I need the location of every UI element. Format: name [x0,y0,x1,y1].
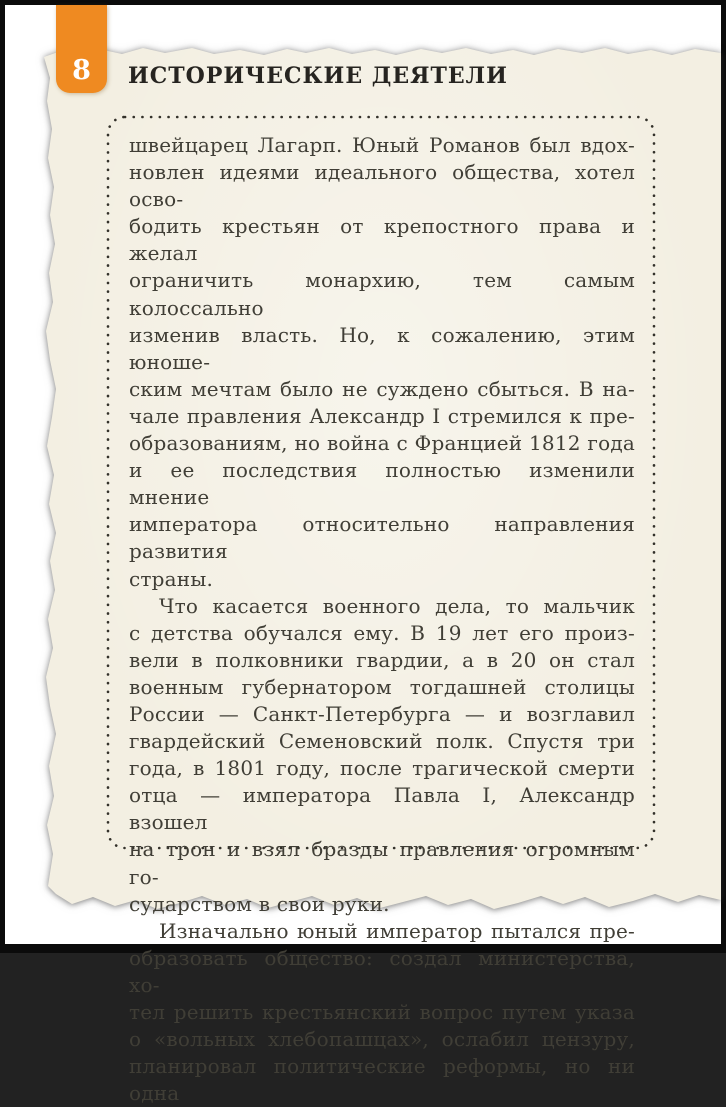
text-line: образовать общество: создал министерства, хо- [129,945,635,997]
text-line: отца — императора Павла I, Александр взошел [129,783,635,835]
text-line: сударством в свои руки. [129,891,390,916]
text-line: страны. [129,566,213,591]
article-text [129,132,635,1107]
text-line: чале правления Александр I стремился к пре- [129,403,635,428]
text-line: ским мечтам было не суждено сбыться. В на- [129,376,635,401]
text-line: ограничить монархию, тем самым колоссально [129,268,635,320]
text-line: Что касается военного дела, то мальчик [159,593,635,618]
text-line: образованиям, но война с Францией 1812 года [129,431,635,456]
page-number-tab [56,5,107,93]
text-line: на трон и взял бразды правления огромным го- [129,837,635,889]
text-line: о «вольных хлебопашцах», ослабил цензуру, [129,1027,635,1052]
text-line: России — Санкт-Петербурга — и возглавил [129,701,635,726]
page-title: ИСТОРИЧЕСКИЕ ДЕЯТЕЛИ [128,63,508,89]
text-line: военным губернатором тогдашней столицы [129,674,635,699]
text-line: Изначально юный император пытался пре- [159,918,635,943]
text-line: бодить крестьян от крепостного права и желал [129,214,635,266]
text-line: новлен идеями идеального общества, хотел осво- [129,160,635,212]
text-line: гвардейский Семеновский полк. Спустя три [129,729,635,754]
text-line: планировал политические реформы, но ни одна [129,1054,635,1106]
text-line: и ее последствия полностью изменили мнение [129,458,635,510]
text-line: швейцарец Лагарп. Юный Романов был вдох- [129,133,635,157]
page-number: 8 [72,55,91,86]
text-line: с детства обучался ему. В 19 лет его произ- [129,620,635,645]
text-line: года, в 1801 году, после трагической смерти [129,756,635,781]
text-line: изменив власть. Но, к сожалению, этим юноше- [129,322,635,374]
text-line: вели в полковники гвардии, а в 20 он стал [129,647,635,672]
text-line: императора относительно направления развития [129,512,635,564]
text-line: тел решить крестьянский вопрос путем указа [129,1000,635,1024]
